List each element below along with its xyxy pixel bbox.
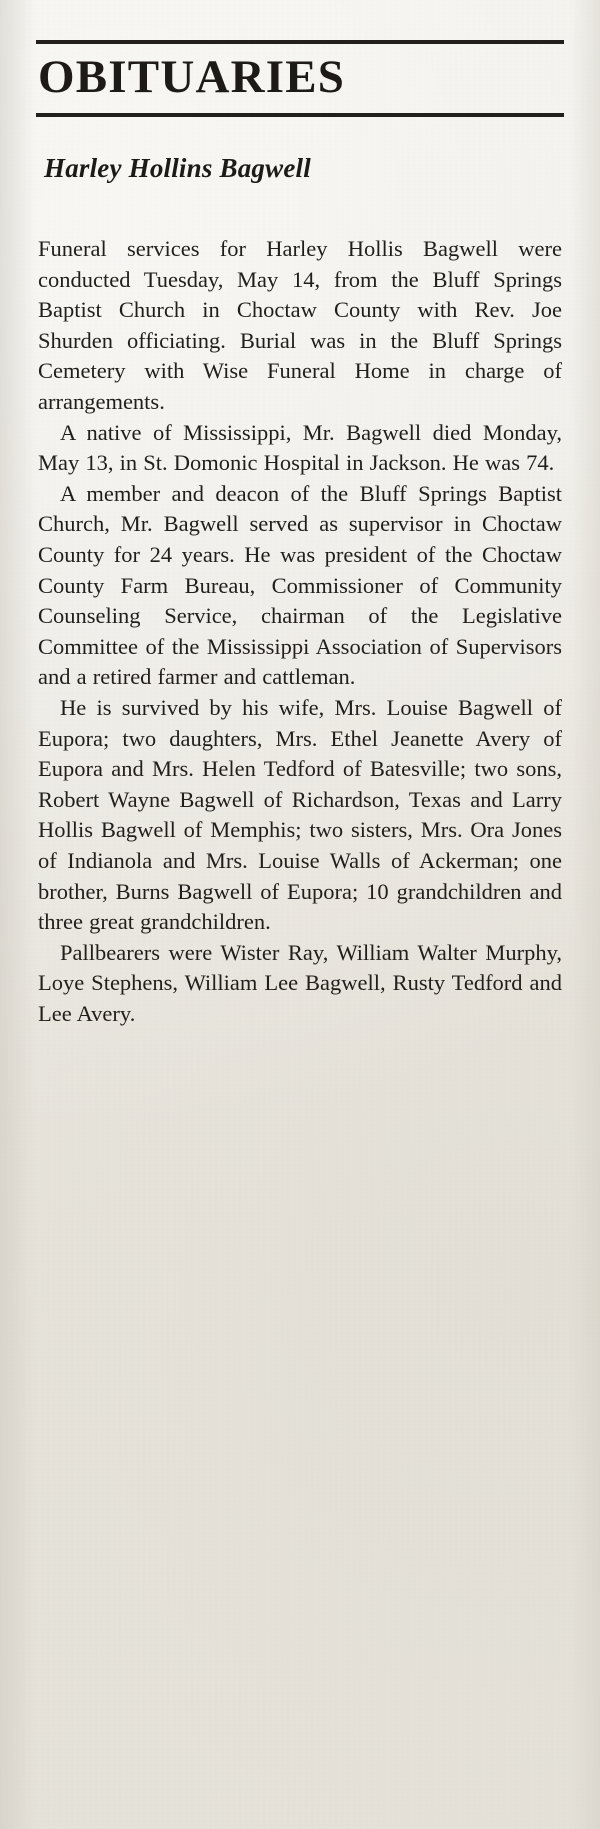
- masthead-rule-bottom: [36, 113, 564, 117]
- section-heading: OBITUARIES: [38, 51, 346, 103]
- clipping-content: [36, 40, 564, 1029]
- obituary-paragraph: Pallbearers were Wister Ray, William Walter Murphy, Loye Stephens, William Lee Bagwell, Rusty Tedford and Lee Avery.: [38, 939, 562, 1026]
- obituary-paragraph: A member and deacon of the Bluff Springs Baptist Church, Mr. Bagwell served as supervisor in Choctaw County for 24 years. He was president of the Choctaw County Farm Bureau, Commissioner of Community Counseling Service, chairman of the Legislative Committee of the Mississippi Association of Supervisors and a retired farmer and cattleman.: [38, 480, 562, 690]
- paper-edge-shadow-left: [0, 0, 36, 1829]
- obituary-paragraph: Funeral services for Harley Hollis Bagwell were conducted Tuesday, May 14, from the Bluff Springs Baptist Church in Choctaw County with Rev. Joe Shurden officiating. Burial was in the Bluff Springs Cemetery with Wise Funeral Home in charge of arrangements.: [38, 236, 562, 415]
- paper-edge-shadow-right: [570, 0, 600, 1829]
- obituary-paragraph: A native of Mississippi, Mr. Bagwell died Monday, May 13, in St. Domonic Hospital in Jackson. He was 74.: [38, 419, 562, 476]
- masthead-rule-top: [36, 40, 564, 44]
- obituary-subject-name: Harley Hollins Bagwell: [44, 153, 311, 183]
- obituary-body: [36, 234, 564, 1029]
- obituary-paragraph: He is survived by his wife, Mrs. Louise Bagwell of Eupora; two daughters, Mrs. Ethel Jeanette Avery of Eupora and Mrs. Helen Tedford of Batesville; two sons, Robert Wayne Bagwell of Richardson, Texas and Larry Hollis Bagwell of Memphis; two sisters, Mrs. Ora Jones of Indianola and Mrs. Louise Walls of Ackerman; one brother, Burns Bagwell of Eupora; 10 grandchildren and three great grandchildren.: [38, 694, 562, 935]
